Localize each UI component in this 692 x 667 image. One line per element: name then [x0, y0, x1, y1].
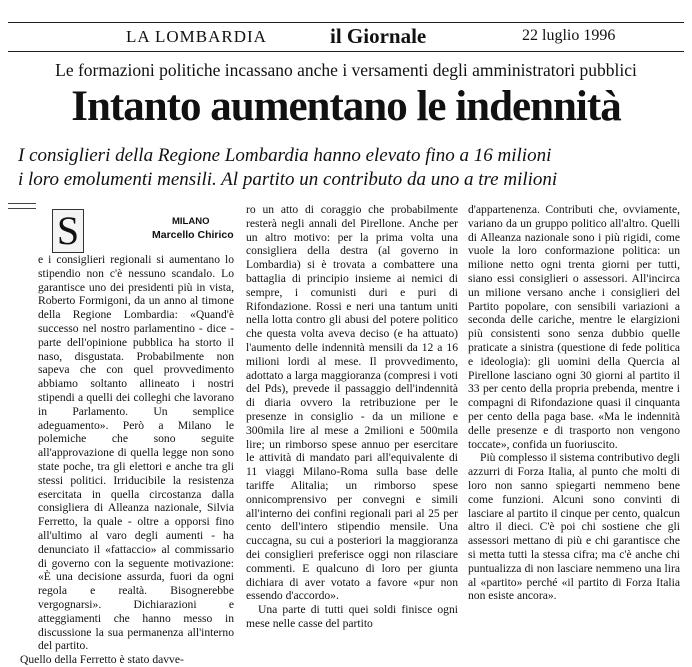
subheadline — [18, 144, 678, 192]
article-column-3 — [468, 203, 680, 603]
newspaper-header — [8, 22, 684, 52]
dateline-city: MILANO — [172, 216, 210, 227]
section-name: LA LOMBARDIA — [126, 27, 267, 46]
newspaper-logo: il Giornale — [330, 24, 427, 48]
article-column-1 — [8, 203, 234, 667]
article-column-2 — [246, 203, 458, 631]
subhead-line: i loro emolumenti mensili. Al partito un contributo da uno a tre milioni — [18, 169, 558, 190]
article-paragraph: Quello della Ferretto è stato davve- — [20, 653, 184, 667]
drop-cap: S — [52, 209, 84, 253]
byline — [8, 203, 234, 253]
overline: Le formazioni politiche incassano anche i versamenti degli amministratori pubblici — [55, 60, 637, 80]
article-paragraph: d'appartenenza. Contributi che, ovviamente, variano da un gruppo politico all'altro. Quelli di Alleanza nazionale sono i più rigidi, come vuole la loro conformazione politica: un milione netto ogni trenta giorni per tutti, siano essi consiglieri o assessori. All'incirca un milione versano anche i consiglieri del Partito popolare, con sensibili variazioni a seconda delle cariche, mentre le elargizioni più consistenti sono senza dubbio quelle praticate a sinistra (questione di fede politica e ideologia): gli uomini della Quercia al Pirellone lasciano ogni 30 giorni al partito il 33 per cento della propria prebenda, mentre i compagni di Rifondazione quasi il cinquanta per cento della paga base. «Ma le indennità delle presenze e di trasporto non vengono toccate», confida un fuoriuscito. — [468, 203, 680, 451]
headline: Intanto aumentano le indennità — [71, 83, 621, 130]
article-paragraph: Una parte di tutti quei soldi finisce ogni mese nelle casse del partito — [246, 603, 458, 630]
publication-date: 22 luglio 1996 — [522, 27, 616, 44]
subhead-line: I consiglieri della Regione Lombardia hanno elevato fino a 16 milioni — [18, 145, 552, 166]
article-paragraph: Più complesso il sistema contributivo degli azzurri di Forza Italia, al punto che molti di loro non sanno spiegarti nemmeno bene come funzioni. Alcuni sono convinti di lasciare al partito il cinque per cento, qualcun altro il dieci. C'è poi chi sostiene che gli assessori mettano di più e chi garantisce che si metta tutti la stessa cifra; ma c'è anche chi puntualizza di non lasciare nemmeno una lira al «partito» perché «il partito di Forza Italia non esiste ancora». — [468, 451, 680, 603]
article-paragraph: e i consiglieri regionali si aumentano lo stipendio non c'è nessuno scandalo. Lo garantisce uno dei presidenti più in vista, Roberto Formigoni, da un anno al timone della Regione Lombardia: «Quand'è successo nel nostro parlamentino - dice - parte dell'opinione pubblica ha storto il naso, disgustata. Probabilmente non sapeva che con quel provvedimento abbiamo soltanto allineato i nostri stipendi a quelli dei colleghi che lavorano in Parlamento. Un semplice adeguamento». Però a Milano le polemiche che sono seguite all'approvazione di quella legge non sono state poche, tra gli elettori e anche tra gli stessi politici. Irriducibile la resistenza esercitata in quella circostanza dalla consigliera di Alleanza nazionale, Silvia Ferretto, la quale - oltre a opporsi fino all'ultimo al varo degli aumenti - ha denunciato il «fattaccio» al commissario di governo con la seguente motivazione: «È una decisione assurda, fuori da ogni regola e realtà. Bisognerebbe vergognarsi». Dichiarazioni e atteggiamenti che hanno messo in discussione la sua permanenza all'interno del partito. — [38, 253, 234, 653]
article-paragraph: ro un atto di coraggio che probabilmente resterà negli annali del Pirellone. Anche per un altro motivo: per la prima volta una consigliera della destra (al governo in Lombardia) si è trovata a combattere una battaglia di principio insieme ai nemici di sempre, i comunisti duri e puri di Rifondazione. Rossi e neri una tantum uniti nella lotta contro gli abusi del potere politico che questa volta aveva deciso (e ha attuato) l'aumento delle indennità mensili da 12 a 16 milioni lordi al mese. Il provvedimento, adottato a larga maggioranza (compresi i voti del Pds), prevede il passaggio dell'indennità di diaria ovvero la retribuzione per le presenze in consiglio - da un milione e 300mila lire al mese a 2milioni e 500mila lire; un rimborso spese annuo per esercitare le attività di mandato pari all'equivalente di 11 viaggi Milano-Roma sulla base delle tariffe Alitalia; un rimborso spese onnicomprensivo per convegni e simili all'interno dei confini regionali pari al 25 per cento dell'intero stipendio mensile. Una cuccagna, su cui a posteriori la maggioranza dei consiglieri preferisce oggi non rilasciare commenti. E qualcuno di loro per giunta dichiara di aver votato a favore «pur non essendo d'accordo». — [246, 203, 458, 603]
author-name: Marcello Chirico — [152, 229, 234, 241]
